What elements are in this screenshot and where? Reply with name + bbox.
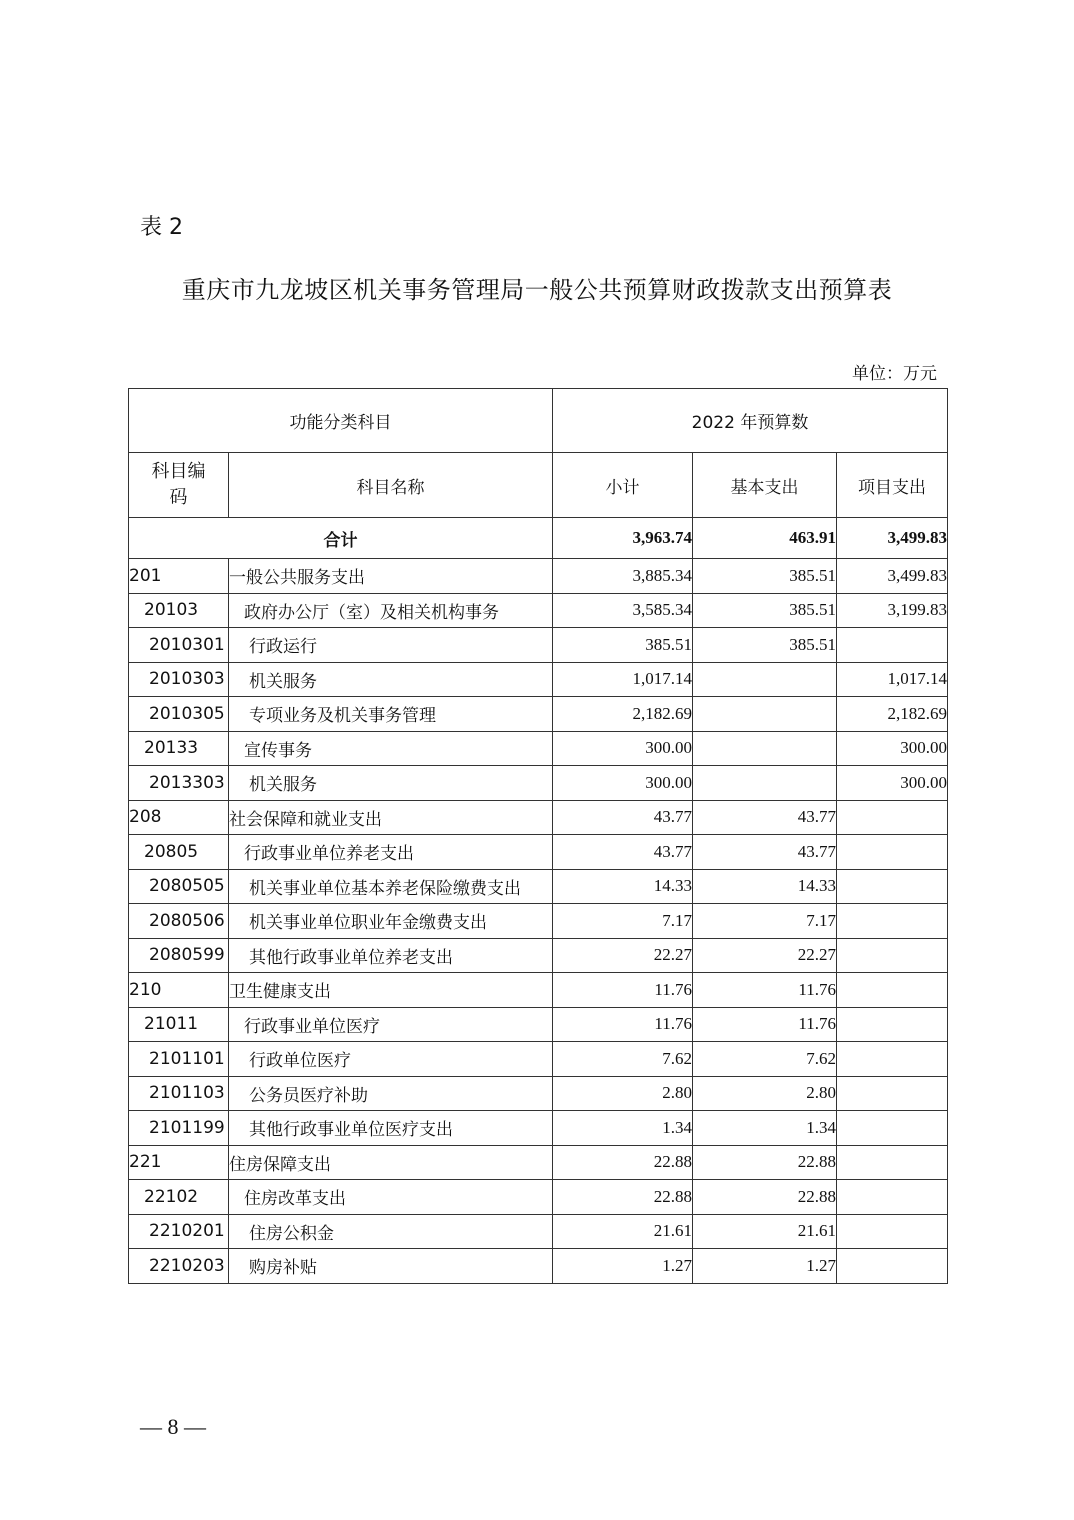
row-name: 机关服务 xyxy=(229,662,553,697)
row-project xyxy=(837,628,948,663)
row-subtotal: 7.17 xyxy=(553,904,693,939)
table-row xyxy=(129,628,948,663)
row-project xyxy=(837,1249,948,1284)
row-subtotal: 14.33 xyxy=(553,869,693,904)
row-code: 2010305 xyxy=(129,697,229,732)
table-row xyxy=(129,835,948,870)
row-project xyxy=(837,938,948,973)
row-subtotal: 43.77 xyxy=(553,835,693,870)
row-project xyxy=(837,869,948,904)
row-project xyxy=(837,1076,948,1111)
row-basic: 2.80 xyxy=(693,1076,837,1111)
unit-label: 单位：万元 xyxy=(852,364,937,384)
table-row xyxy=(129,731,948,766)
table-row xyxy=(129,1042,948,1077)
row-subtotal: 7.62 xyxy=(553,1042,693,1077)
table-row xyxy=(129,593,948,628)
row-code: 2101199 xyxy=(129,1111,229,1146)
row-basic: 7.62 xyxy=(693,1042,837,1077)
row-basic xyxy=(693,697,837,732)
page-number: — 8 — xyxy=(140,1414,206,1439)
row-subtotal: 1.34 xyxy=(553,1111,693,1146)
table-row xyxy=(129,1180,948,1215)
row-project xyxy=(837,800,948,835)
row-basic: 43.77 xyxy=(693,835,837,870)
row-project xyxy=(837,1180,948,1215)
row-basic: 1.34 xyxy=(693,1111,837,1146)
table-row xyxy=(129,1111,948,1146)
row-project: 3,499.83 xyxy=(837,559,948,594)
row-basic: 22.88 xyxy=(693,1145,837,1180)
table-row xyxy=(129,938,948,973)
row-basic: 385.51 xyxy=(693,559,837,594)
budget-year-header: 2022 年预算数 xyxy=(553,389,948,453)
row-code: 2210201 xyxy=(129,1214,229,1249)
table-row xyxy=(129,1145,948,1180)
row-code: 2010303 xyxy=(129,662,229,697)
row-code: 2013303 xyxy=(129,766,229,801)
row-subtotal: 385.51 xyxy=(553,628,693,663)
row-code: 2101101 xyxy=(129,1042,229,1077)
row-basic: 22.88 xyxy=(693,1180,837,1215)
name-column-header: 科目名称 xyxy=(229,453,553,518)
row-name: 购房补贴 xyxy=(229,1249,553,1284)
row-name: 行政单位医疗 xyxy=(229,1042,553,1077)
row-project xyxy=(837,1111,948,1146)
row-project xyxy=(837,1042,948,1077)
row-basic: 21.61 xyxy=(693,1214,837,1249)
row-name: 住房保障支出 xyxy=(229,1145,553,1180)
table-row xyxy=(129,1214,948,1249)
row-subtotal: 22.88 xyxy=(553,1180,693,1215)
row-subtotal: 300.00 xyxy=(553,766,693,801)
column-header-row xyxy=(129,453,948,518)
row-code: 201 xyxy=(129,559,229,594)
row-code: 2010301 xyxy=(129,628,229,663)
row-name: 机关事业单位基本养老保险缴费支出 xyxy=(229,869,553,904)
row-subtotal: 22.27 xyxy=(553,938,693,973)
total-label: 合计 xyxy=(129,518,553,559)
row-basic: 385.51 xyxy=(693,628,837,663)
table-row xyxy=(129,973,948,1008)
functional-classification-header: 功能分类科目 xyxy=(129,389,553,453)
row-code: 20805 xyxy=(129,835,229,870)
row-name: 社会保障和就业支出 xyxy=(229,800,553,835)
document-title: 重庆市九龙坡区机关事务管理局一般公共预算财政拨款支出预算表 xyxy=(181,276,893,304)
row-subtotal: 11.76 xyxy=(553,973,693,1008)
table-row xyxy=(129,559,948,594)
row-project: 1,017.14 xyxy=(837,662,948,697)
row-basic xyxy=(693,731,837,766)
row-code: 210 xyxy=(129,973,229,1008)
row-subtotal: 1.27 xyxy=(553,1249,693,1284)
row-project xyxy=(837,835,948,870)
row-code: 2080505 xyxy=(129,869,229,904)
row-subtotal: 2.80 xyxy=(553,1076,693,1111)
row-code: 20133 xyxy=(129,731,229,766)
total-project: 3,499.83 xyxy=(837,518,948,559)
table-row xyxy=(129,1076,948,1111)
row-name: 卫生健康支出 xyxy=(229,973,553,1008)
code-column-header xyxy=(129,453,229,518)
row-project xyxy=(837,1145,948,1180)
row-project xyxy=(837,1214,948,1249)
row-subtotal: 11.76 xyxy=(553,1007,693,1042)
row-name: 行政事业单位养老支出 xyxy=(229,835,553,870)
row-project: 2,182.69 xyxy=(837,697,948,732)
code-column-header-text: 科目编码 xyxy=(151,461,206,508)
table-row xyxy=(129,869,948,904)
row-basic: 7.17 xyxy=(693,904,837,939)
project-column-header: 项目支出 xyxy=(837,453,948,518)
row-subtotal: 3,585.34 xyxy=(553,593,693,628)
row-basic: 43.77 xyxy=(693,800,837,835)
subtotal-column-header: 小计 xyxy=(553,453,693,518)
row-code: 2080599 xyxy=(129,938,229,973)
row-basic: 385.51 xyxy=(693,593,837,628)
row-code: 208 xyxy=(129,800,229,835)
table-row xyxy=(129,800,948,835)
budget-table xyxy=(128,388,948,1284)
row-name: 其他行政事业单位养老支出 xyxy=(229,938,553,973)
row-project: 300.00 xyxy=(837,766,948,801)
row-subtotal: 300.00 xyxy=(553,731,693,766)
row-name: 其他行政事业单位医疗支出 xyxy=(229,1111,553,1146)
row-name: 住房公积金 xyxy=(229,1214,553,1249)
row-subtotal: 43.77 xyxy=(553,800,693,835)
row-name: 行政运行 xyxy=(229,628,553,663)
row-subtotal: 1,017.14 xyxy=(553,662,693,697)
row-basic xyxy=(693,766,837,801)
total-basic: 463.91 xyxy=(693,518,837,559)
row-name: 住房改革支出 xyxy=(229,1180,553,1215)
row-name: 机关事业单位职业年金缴费支出 xyxy=(229,904,553,939)
row-project: 3,199.83 xyxy=(837,593,948,628)
table-row xyxy=(129,1249,948,1284)
row-basic: 1.27 xyxy=(693,1249,837,1284)
row-basic: 22.27 xyxy=(693,938,837,973)
row-name: 专项业务及机关事务管理 xyxy=(229,697,553,732)
total-row xyxy=(129,518,948,559)
row-basic: 11.76 xyxy=(693,973,837,1008)
row-basic xyxy=(693,662,837,697)
row-project xyxy=(837,973,948,1008)
row-subtotal: 22.88 xyxy=(553,1145,693,1180)
row-subtotal: 21.61 xyxy=(553,1214,693,1249)
row-name: 一般公共服务支出 xyxy=(229,559,553,594)
table-row xyxy=(129,766,948,801)
group-header-row xyxy=(129,389,948,453)
row-code: 22102 xyxy=(129,1180,229,1215)
table-row xyxy=(129,1007,948,1042)
basic-column-header: 基本支出 xyxy=(693,453,837,518)
row-name: 宣传事务 xyxy=(229,731,553,766)
table-row xyxy=(129,904,948,939)
table-row xyxy=(129,697,948,732)
row-name: 公务员医疗补助 xyxy=(229,1076,553,1111)
row-project: 300.00 xyxy=(837,731,948,766)
row-name: 行政事业单位医疗 xyxy=(229,1007,553,1042)
row-project xyxy=(837,904,948,939)
row-name: 政府办公厅（室）及相关机构事务 xyxy=(229,593,553,628)
table-label: 表 2 xyxy=(140,215,183,240)
row-subtotal: 2,182.69 xyxy=(553,697,693,732)
row-code: 2080506 xyxy=(129,904,229,939)
row-project xyxy=(837,1007,948,1042)
row-name: 机关服务 xyxy=(229,766,553,801)
row-basic: 11.76 xyxy=(693,1007,837,1042)
row-code: 20103 xyxy=(129,593,229,628)
row-basic: 14.33 xyxy=(693,869,837,904)
total-subtotal: 3,963.74 xyxy=(553,518,693,559)
row-subtotal: 3,885.34 xyxy=(553,559,693,594)
row-code: 221 xyxy=(129,1145,229,1180)
row-code: 2210203 xyxy=(129,1249,229,1284)
row-code: 2101103 xyxy=(129,1076,229,1111)
row-code: 21011 xyxy=(129,1007,229,1042)
table-row xyxy=(129,662,948,697)
